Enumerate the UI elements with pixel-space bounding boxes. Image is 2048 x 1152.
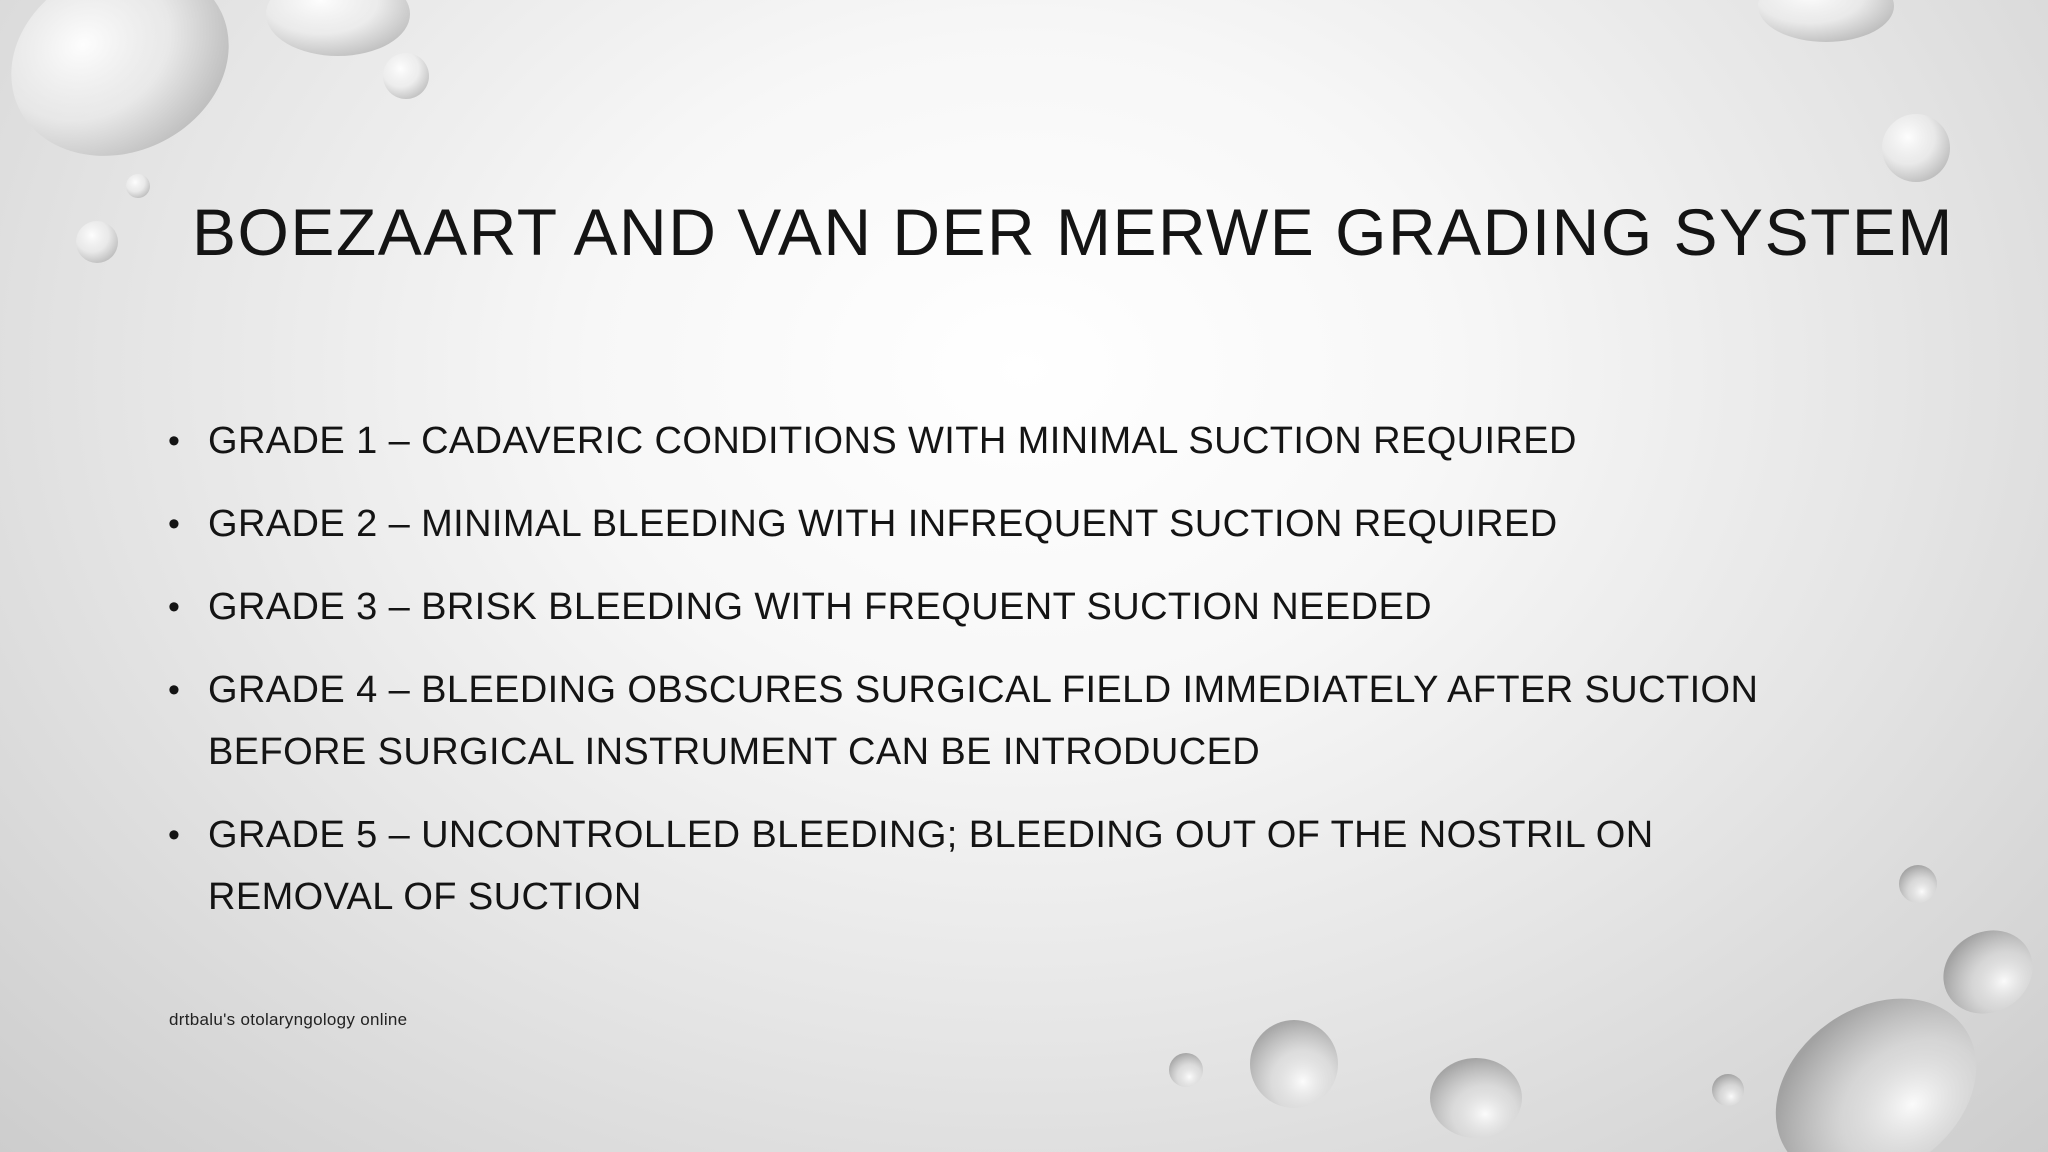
list-item bbox=[168, 804, 1848, 928]
droplet bbox=[1758, 0, 1894, 42]
droplet bbox=[0, 0, 260, 191]
droplet bbox=[266, 0, 410, 56]
bullet-text: GRADE 2 – MINIMAL BLEEDING WITH INFREQUENT SUCTION REQUIRED bbox=[208, 503, 1558, 545]
list-item bbox=[168, 576, 1848, 638]
droplet bbox=[1899, 865, 1937, 903]
bullet-icon: • bbox=[168, 422, 181, 460]
droplet bbox=[1928, 914, 2048, 1029]
bullet-icon: • bbox=[168, 505, 181, 543]
bullet-icon: • bbox=[168, 816, 181, 854]
bullet-text: GRADE 1 – CADAVERIC CONDITIONS WITH MINIMAL SUCTION REQUIRED bbox=[208, 420, 1577, 462]
bullet-list bbox=[168, 410, 1848, 949]
droplet bbox=[76, 221, 118, 263]
droplet bbox=[1250, 1020, 1338, 1108]
droplet bbox=[1169, 1053, 1203, 1087]
bullet-icon: • bbox=[168, 671, 181, 709]
droplet bbox=[1712, 1074, 1744, 1106]
droplet bbox=[126, 174, 150, 198]
droplet bbox=[1430, 1058, 1522, 1138]
list-item bbox=[168, 659, 1848, 783]
footer-credit: drtbalu's otolaryngology online bbox=[169, 1010, 408, 1029]
bullet-icon: • bbox=[168, 588, 181, 626]
list-item bbox=[168, 493, 1848, 555]
list-item bbox=[168, 410, 1848, 472]
bullet-text: GRADE 5 – UNCONTROLLED BLEEDING; BLEEDING OUT OF THE NOSTRIL ON REMOVAL OF SUCTION bbox=[208, 814, 1654, 918]
droplet bbox=[1882, 114, 1950, 182]
droplet bbox=[1740, 961, 2011, 1152]
bullet-text: GRADE 3 – BRISK BLEEDING WITH FREQUENT SUCTION NEEDED bbox=[208, 586, 1433, 628]
slide-title: BOEZAART AND VAN DER MERWE GRADING SYSTEM bbox=[192, 195, 1954, 269]
droplet bbox=[383, 53, 429, 99]
bullet-text: GRADE 4 – BLEEDING OBSCURES SURGICAL FIELD IMMEDIATELY AFTER SUCTION BEFORE SURGICAL INSTRUMENT CAN BE INTRODUCED bbox=[208, 669, 1759, 773]
